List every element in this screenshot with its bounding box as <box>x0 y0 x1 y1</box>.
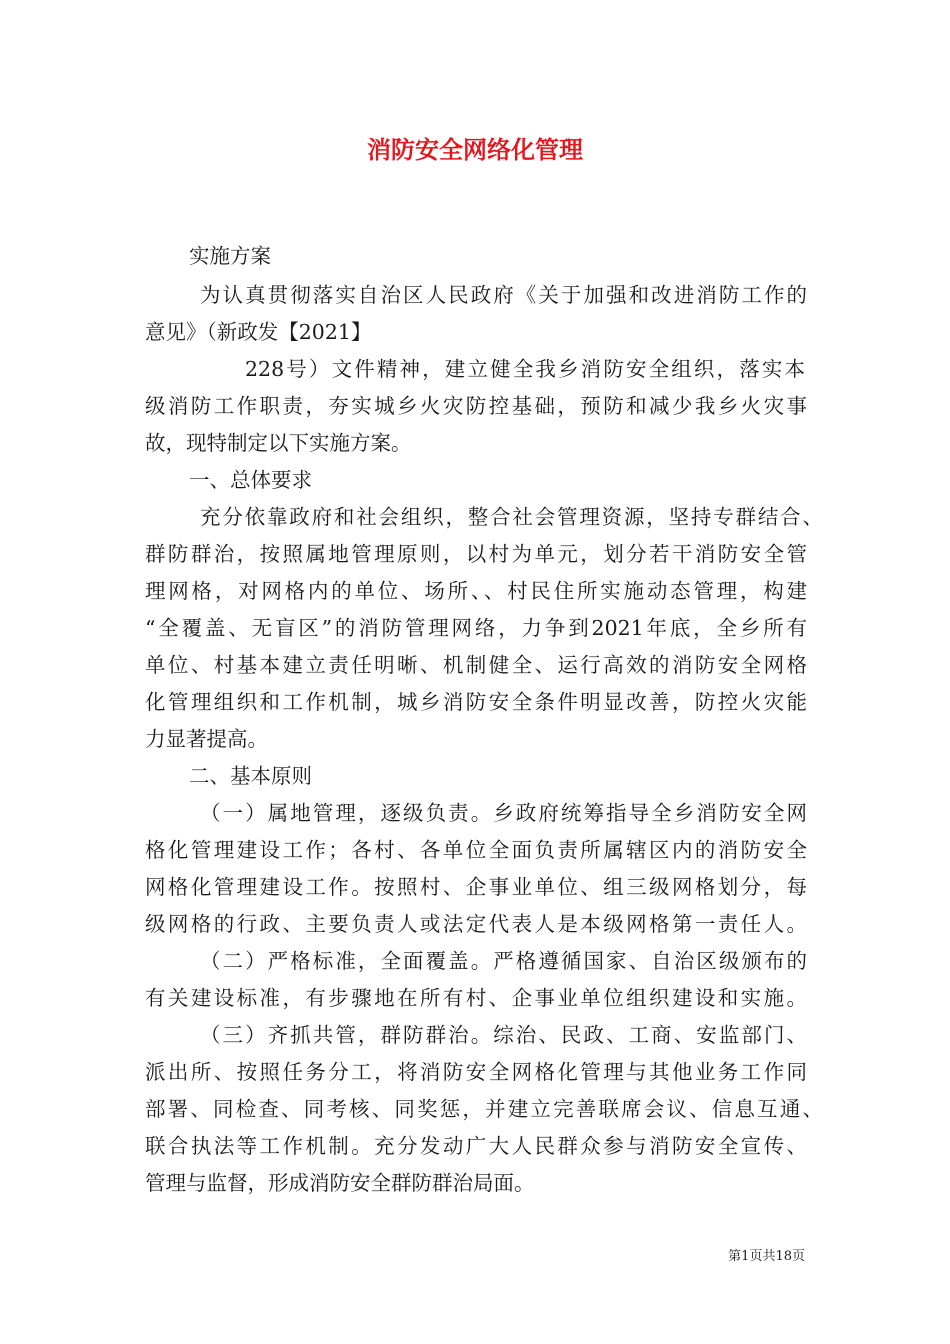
paragraph-line: 部署、同检查、同考核、同奖惩，并建立完善联席会议、信息互通、 <box>145 1097 823 1121</box>
document-title: 消防安全网络化管理 <box>367 135 583 164</box>
paragraph-line: 群防群治，按照属地管理原则，以村为单元，划分若干消防安全管 <box>145 542 807 566</box>
paragraph-line: 级消防工作职责，夯实城乡火灾防控基础，预防和减少我乡火灾事 <box>145 394 807 418</box>
page-number: 第1页共18页 <box>728 1249 805 1264</box>
paragraph-line: 派出所、按照任务分工，将消防安全网格化管理与其他业务工作同 <box>145 1060 807 1084</box>
section-heading-general-requirements: 一、总体要求 <box>189 468 312 492</box>
paragraph-line: 联合执法等工作机制。充分发动广大人民群众参与消防安全宣传、 <box>145 1134 807 1158</box>
paragraph-line: 力显著提高。 <box>145 727 268 751</box>
paragraph-line: 格化管理建设工作；各村、各单位全面负责所属辖区内的消防安全 <box>145 838 807 862</box>
paragraph-line: 为认真贯彻落实自治区人民政府《关于加强和改进消防工作的 <box>200 283 807 307</box>
paragraph-line: 有关建设标准，有步骤地在所有村、企事业单位组织建设和实施。 <box>145 986 807 1010</box>
paragraph-line: （二）严格标准，全面覆盖。严格遵循国家、自治区级颁布的 <box>200 949 807 973</box>
paragraph-line: 级网格的行政、主要负责人或法定代表人是本级网格第一责任人。 <box>145 912 807 936</box>
paragraph-line: 单位、村基本建立责任明晰、机制健全、运行高效的消防安全网格 <box>145 653 807 677</box>
paragraph-line: （一）属地管理，逐级负责。乡政府统筹指导全乡消防安全网 <box>200 801 807 825</box>
paragraph-line: 网格化管理建设工作。按照村、企事业单位、组三级网格划分，每 <box>145 875 807 899</box>
paragraph-line: “全覆盖、无盲区”的消防管理网络，力争到2021年底，全乡所有 <box>145 616 807 640</box>
section-heading-basic-principles: 二、基本原则 <box>189 764 312 788</box>
paragraph-line: 故，现特制定以下实施方案。 <box>145 431 412 455</box>
paragraph-line: （三）齐抓共管，群防群治。综治、民政、工商、安监部门、 <box>200 1023 807 1047</box>
paragraph-line: 化管理组织和工作机制，城乡消防安全条件明显改善，防控火灾能 <box>145 690 807 714</box>
section-heading-plan: 实施方案 <box>189 244 271 268</box>
paragraph-line: 228号）文件精神，建立健全我乡消防安全组织，落实本 <box>245 357 805 381</box>
paragraph-line: 充分依靠政府和社会组织，整合社会管理资源，坚持专群结合、 <box>200 505 823 529</box>
paragraph-line: 管理与监督，形成消防安全群防群治局面。 <box>145 1171 535 1195</box>
paragraph-line: 意见》（新政发【2021】 <box>145 320 372 344</box>
paragraph-line: 理网格，对网格内的单位、场所、、村民住所实施动态管理，构建 <box>145 579 807 603</box>
